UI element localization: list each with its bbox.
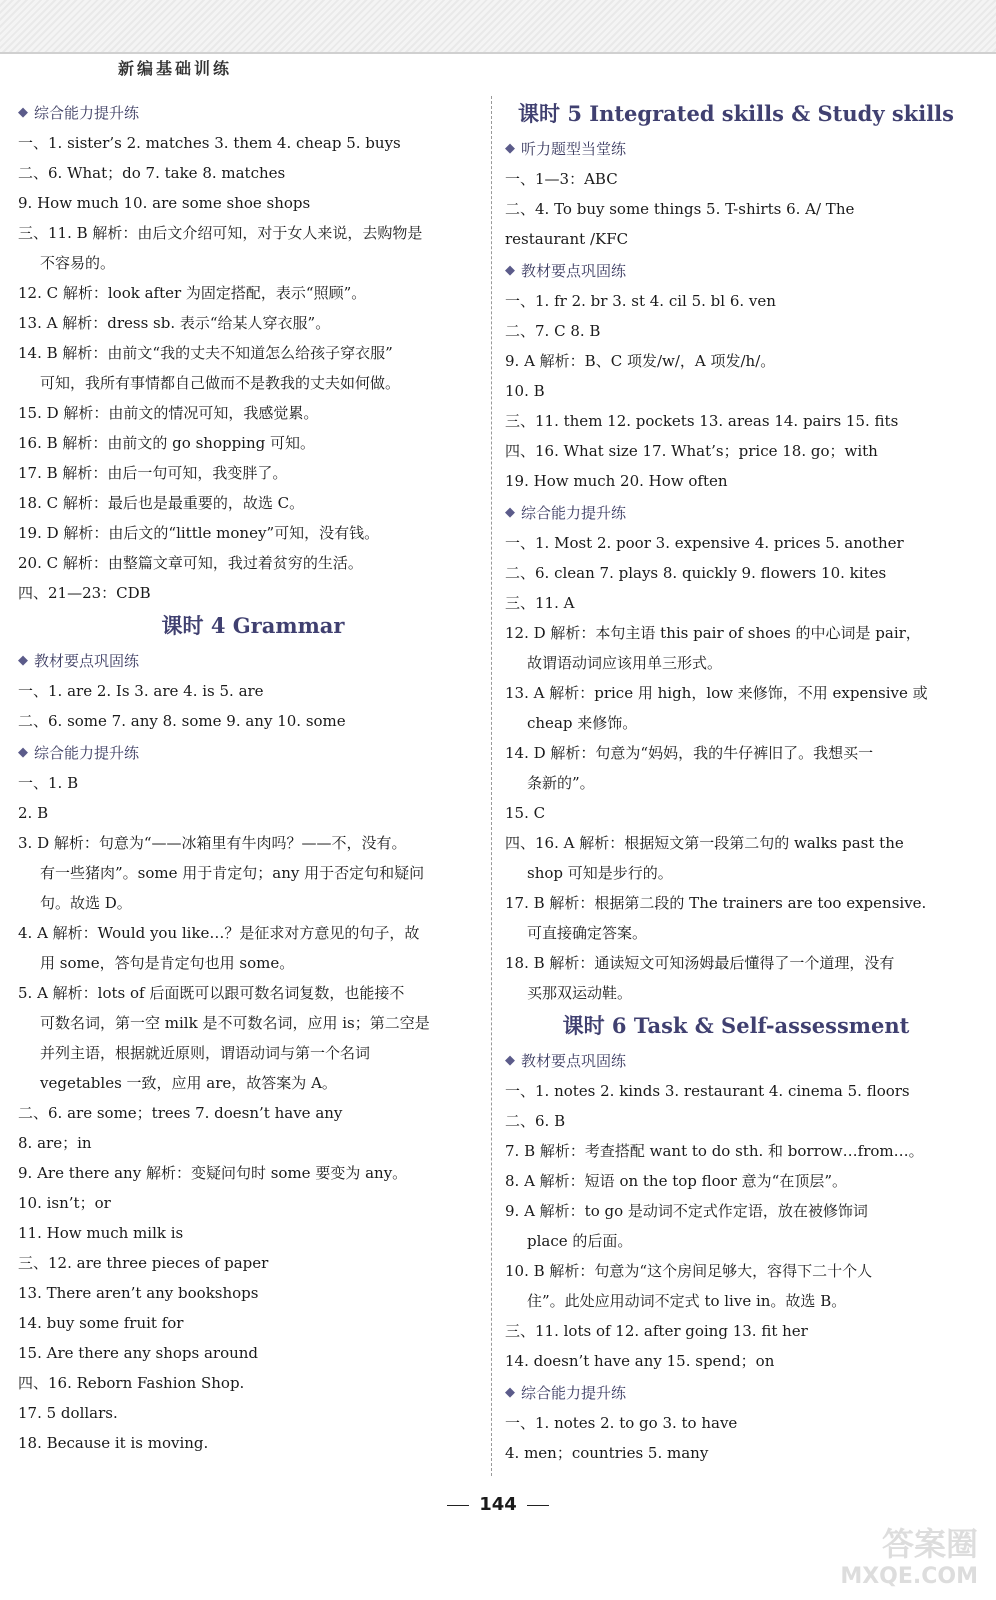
diamond-icon: ◆	[18, 652, 28, 668]
answer-line: 13. A 解析：dress sb. 表示“给某人穿衣服”。	[18, 314, 331, 332]
answer-line: 句。故选 D。	[40, 894, 132, 912]
answer-line: 四、16. What size 17. What’s；price 18. go；with	[505, 442, 878, 460]
answer-block	[505, 1408, 967, 1468]
answer-line: 14. B 解析：由前文“我的丈夫不知道怎么给孩子穿衣服”	[18, 344, 393, 362]
diamond-icon: ◆	[505, 504, 515, 520]
answer-line: 有一些猪肉”。some 用于肯定句；any 用于否定句和疑问	[40, 864, 425, 882]
answer-line: 四、21—23：CDB	[18, 584, 151, 602]
answer-line: 二、6. are some；trees 7. doesn’t have any	[18, 1104, 343, 1122]
answer-line: 用 some，答句是肯定句也用 some。	[40, 954, 295, 972]
page-number	[0, 1494, 996, 1515]
answer-line: 二、7. C 8. B	[505, 322, 601, 340]
answer-line: 17. 5 dollars.	[18, 1404, 118, 1422]
answer-line: 5. A 解析：lots of 后面既可以跟可数名词复数，也能接不	[18, 984, 405, 1002]
answer-line: 故谓语动词应该用单三形式。	[527, 654, 723, 672]
answer-line: 8. A 解析：短语 on the top floor 意为“在顶层”。	[505, 1172, 848, 1190]
answer-line: 12. D 解析：本句主语 this pair of shoes 的中心词是 pair，	[505, 624, 921, 642]
left-column	[18, 96, 488, 1458]
diamond-icon: ◆	[505, 1384, 515, 1400]
answer-block	[505, 164, 967, 254]
answer-line: 一、1. fr 2. br 3. st 4. cil 5. bl 6. ven	[505, 292, 776, 310]
answer-line: 10. isn’t；or	[18, 1194, 111, 1212]
diamond-icon: ◆	[18, 104, 28, 120]
answer-line: 可直接确定答案。	[527, 924, 648, 942]
answer-line: 一、1. notes 2. kinds 3. restaurant 4. cinema 5. floors	[505, 1082, 910, 1100]
answer-line: place 的后面。	[527, 1232, 633, 1250]
section-heading	[18, 646, 488, 674]
answer-line: 20. C 解析：由整篇文章可知，我过着贫穷的生活。	[18, 554, 363, 572]
answer-line: 二、6. clean 7. plays 8. quickly 9. flowers 10. kites	[505, 564, 887, 582]
answer-line: 一、1. notes 2. to go 3. to have	[505, 1414, 738, 1432]
lesson-title: 课时 4 Grammar	[161, 613, 345, 638]
answer-line: 三、11. B 解析：由后文介绍可知，对于女人来说，去购物是	[18, 224, 423, 242]
answer-line: 一、1. sister’s 2. matches 3. them 4. cheap 5. buys	[18, 134, 401, 152]
answer-block	[18, 676, 488, 736]
section-title: 教材要点巩固练	[521, 1051, 627, 1070]
answer-line: 三、12. are three pieces of paper	[18, 1254, 269, 1272]
answer-line: 买那双运动鞋。	[527, 984, 633, 1002]
answer-line: 18. C 解析：最后也是最重要的，故选 C。	[18, 494, 305, 512]
answer-line: 15. Are there any shops around	[18, 1344, 259, 1362]
header-band	[0, 0, 996, 54]
column-divider	[491, 96, 493, 1476]
watermark-bottom: MXQE.COM	[840, 1564, 978, 1589]
answer-line: 二、6. What；do 7. take 8. matches	[18, 164, 286, 182]
answer-block	[505, 286, 967, 496]
answer-line: 可数名词，第一空 milk 是不可数名词，应用 is；第二空是	[40, 1014, 430, 1032]
answer-line: 不容易的。	[40, 254, 116, 272]
answer-line: shop 可知是步行的。	[527, 864, 673, 882]
section-heading	[505, 498, 967, 526]
answer-line: 9. How much 10. are some shoe shops	[18, 194, 311, 212]
answer-line: 19. D 解析：由后文的“little money”可知，没有钱。	[18, 524, 380, 542]
page-number-text: 144	[479, 1494, 517, 1515]
answer-line: 3. D 解析：句意为“——冰箱里有牛肉吗？——不，没有。	[18, 834, 407, 852]
answer-line: 16. B 解析：由前文的 go shopping 可知。	[18, 434, 316, 452]
answer-line: 17. B 解析：由后一句可知，我变胖了。	[18, 464, 288, 482]
answer-line: 并列主语，根据就近原则，谓语动词与第一个名词	[40, 1044, 371, 1062]
answer-line: 18. B 解析：通读短文可知汤姆最后懂得了一个道理，没有	[505, 954, 895, 972]
answer-line: restaurant /KFC	[505, 230, 629, 248]
answer-block	[18, 768, 488, 1458]
section-title: 综合能力提升练	[34, 743, 140, 762]
header-title: 新编基础训练	[118, 59, 233, 78]
section-heading	[18, 98, 488, 126]
section-heading	[505, 1378, 967, 1406]
answer-line: 9. A 解析：to go 是动词不定式作定语，放在被修饰词	[505, 1202, 868, 1220]
answer-line: 三、11. A	[505, 594, 575, 612]
answer-line: 一、1—3：ABC	[505, 170, 618, 188]
answer-line: 一、1. are 2. Is 3. are 4. is 5. are	[18, 682, 264, 700]
section-title: 听力题型当堂练	[521, 139, 627, 158]
diamond-icon: ◆	[505, 140, 515, 156]
answer-line: 二、6. B	[505, 1112, 566, 1130]
answer-line: 4. men；countries 5. many	[505, 1444, 709, 1462]
section-title: 教材要点巩固练	[34, 651, 140, 670]
section-heading	[505, 134, 967, 162]
section-title: 综合能力提升练	[521, 1383, 627, 1402]
answer-line: 一、1. Most 2. poor 3. expensive 4. prices 5. another	[505, 534, 904, 552]
answer-line: 一、1. B	[18, 774, 79, 792]
right-column	[505, 96, 967, 1468]
answer-line: 4. A 解析：Would you like…？是征求对方意见的句子，故	[18, 924, 420, 942]
answer-line: 9. A 解析：B、C 项发/w/，A 项发/h/。	[505, 352, 776, 370]
answer-line: 四、16. A 解析：根据短文第一段第二句的 walks past the	[505, 834, 904, 852]
answer-line: 14. buy some fruit for	[18, 1314, 184, 1332]
answer-line: 14. doesn’t have any 15. spend；on	[505, 1352, 775, 1370]
answer-line: 四、16. Reborn Fashion Shop.	[18, 1374, 245, 1392]
answer-line: vegetables 一致，应用 are，故答案为 A。	[40, 1074, 337, 1092]
answer-line: 三、11. them 12. pockets 13. areas 14. pairs 15. fits	[505, 412, 899, 430]
answer-line: 8. are；in	[18, 1134, 92, 1152]
diamond-icon: ◆	[18, 744, 28, 760]
answer-block	[18, 128, 488, 608]
answer-line: 11. How much milk is	[18, 1224, 184, 1242]
answer-line: 17. B 解析：根据第二段的 The trainers are too expensive.	[505, 894, 927, 912]
answer-line: 10. B	[505, 382, 545, 400]
section-heading	[505, 1046, 967, 1074]
answer-block	[505, 528, 967, 1008]
answer-line: 19. How much 20. How often	[505, 472, 728, 490]
answer-line: 9. Are there any 解析：变疑问句时 some 要变为 any。	[18, 1164, 408, 1182]
watermark	[840, 1524, 978, 1590]
lesson-title: 课时 5 Integrated skills & Study skills	[518, 101, 954, 126]
answer-line: 10. B 解析：句意为“这个房间足够大，容得下二十个人	[505, 1262, 873, 1280]
page-dash	[447, 1505, 469, 1506]
section-title: 教材要点巩固练	[521, 261, 627, 280]
answer-block	[505, 1076, 967, 1376]
answer-line: 13. There aren’t any bookshops	[18, 1284, 259, 1302]
section-heading	[505, 256, 967, 284]
answer-line: 二、4. To buy some things 5. T-shirts 6. A/ The	[505, 200, 855, 218]
watermark-top: 答案圈	[881, 1525, 978, 1563]
answer-line: 二、6. some 7. any 8. some 9. any 10. some	[18, 712, 346, 730]
answer-line: 14. D 解析：句意为“妈妈，我的牛仔裤旧了。我想买一	[505, 744, 874, 762]
answer-line: 13. A 解析：price 用 high，low 来修饰，不用 expensive 或	[505, 684, 928, 702]
answer-line: 15. C	[505, 804, 546, 822]
answer-line: 2. B	[18, 804, 49, 822]
answer-line: 15. D 解析：由前文的情况可知，我感觉累。	[18, 404, 319, 422]
answer-line: 18. Because it is moving.	[18, 1434, 209, 1452]
section-title: 综合能力提升练	[34, 103, 140, 122]
answer-line: 可知，我所有事情都自己做而不是教我的丈夫如何做。	[40, 374, 401, 392]
lesson-title: 课时 6 Task & Self-assessment	[562, 1013, 910, 1038]
answer-line: 三、11. lots of 12. after going 13. fit her	[505, 1322, 808, 1340]
section-title: 综合能力提升练	[521, 503, 627, 522]
answer-line: 12. C 解析：look after 为固定搭配，表示“照顾”。	[18, 284, 367, 302]
diamond-icon: ◆	[505, 262, 515, 278]
answer-line: 住”。此处应用动词不定式 to live in。故选 B。	[527, 1292, 847, 1310]
diamond-icon: ◆	[505, 1052, 515, 1068]
page-dash	[527, 1505, 549, 1506]
answer-line: cheap 来修饰。	[527, 714, 638, 732]
section-heading	[18, 738, 488, 766]
answer-line: 条新的”。	[527, 774, 595, 792]
answer-line: 7. B 解析：考查搭配 want to do sth. 和 borrow…from…。	[505, 1142, 924, 1160]
